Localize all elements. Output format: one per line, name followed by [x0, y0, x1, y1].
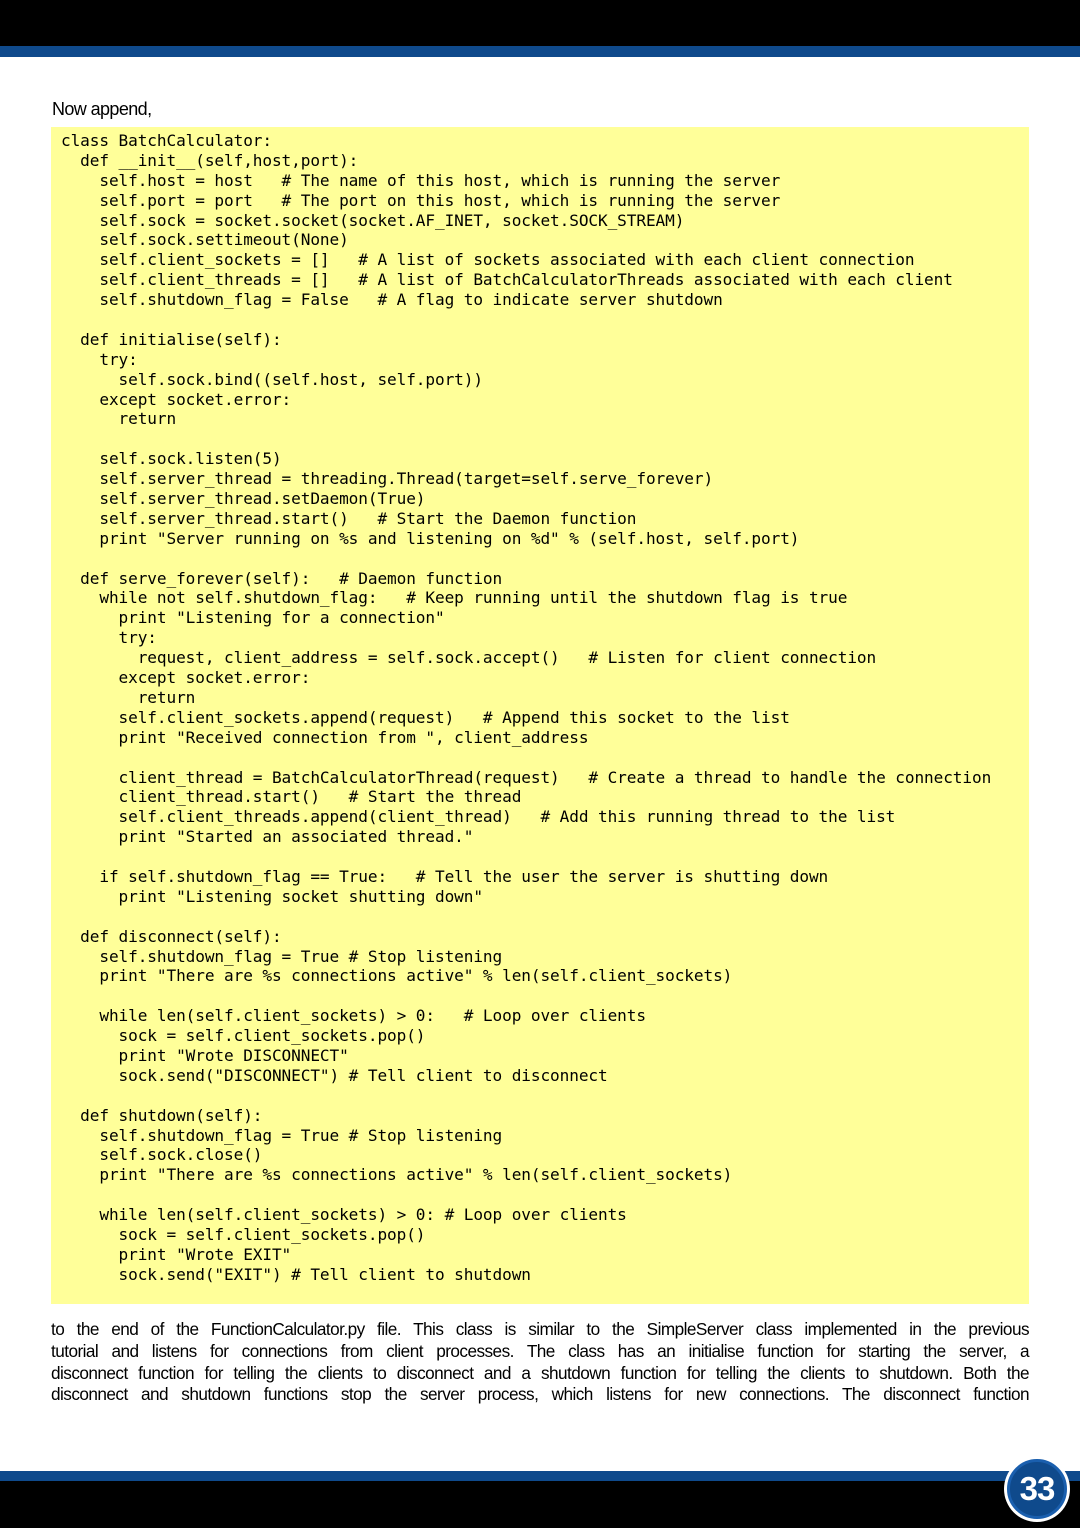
code-line: print "Listening for a connection" — [61, 608, 445, 628]
code-line: return — [61, 687, 196, 707]
code-line — [61, 847, 1029, 867]
footer-black-bar — [0, 1481, 1080, 1528]
code-line: self.client_sockets = [] # A list of sockets associated with each client connection — [61, 250, 915, 270]
code-line: request, client_address = self.sock.accept() # Listen for client connection — [61, 648, 877, 668]
code-line: self.sock.settimeout(None) — [61, 230, 349, 250]
code-line: def __init__(self,host,port): — [61, 150, 359, 170]
code-line: while len(self.client_sockets) > 0: # Loop over clients — [61, 1006, 646, 1026]
code-line: print "Server running on %s and listening on %d" % (self.host, self.port) — [61, 528, 800, 548]
code-line: self.shutdown_flag = True # Stop listening — [61, 946, 503, 966]
intro-text: Now append, — [52, 99, 152, 119]
code-line: def disconnect(self): — [61, 926, 282, 946]
code-line: sock.send("DISCONNECT") # Tell client to disconnect — [61, 1065, 608, 1085]
code-line: try: — [61, 349, 138, 369]
page-number: 33 — [1019, 1470, 1055, 1507]
code-line: self.server_thread.setDaemon(True) — [61, 489, 426, 509]
code-line: self.server_thread.start() # Start the Daemon function — [61, 508, 637, 528]
code-line: class BatchCalculator: — [61, 131, 272, 150]
code-line: def initialise(self): — [61, 329, 282, 349]
code-line: self.sock.close() — [61, 1145, 263, 1165]
code-line: self.shutdown_flag = False # A flag to indicate server shutdown — [61, 290, 723, 310]
body-text-line: disconnect and shutdown functions stop the server process, which listens for new connections. The disconnect function — [51, 1384, 1029, 1405]
code-line — [61, 986, 1029, 1006]
code-line: while not self.shutdown_flag: # Keep running until the shutdown flag is true — [61, 588, 848, 608]
code-line — [61, 748, 1029, 768]
code-line: self.sock = socket.socket(socket.AF_INET, socket.SOCK_STREAM) — [61, 210, 685, 230]
code-line — [61, 549, 1029, 569]
body-text-line: tutorial and listens for connections from client processes. The class has an initialise function for starting the server, a — [51, 1340, 1029, 1361]
code-line — [61, 1086, 1029, 1106]
body-text-line: to the end of the FunctionCalculator.py file. This class is similar to the SimpleServer class implemented in the previous — [51, 1319, 1029, 1339]
code-line: except socket.error: — [61, 668, 311, 688]
header-black-bar — [0, 0, 1080, 46]
code-line: try: — [61, 628, 157, 648]
code-line: if self.shutdown_flag == True: # Tell the user the server is shutting down — [61, 866, 829, 886]
code-line — [61, 310, 1029, 330]
code-line: print "Received connection from ", client_address — [61, 727, 589, 747]
code-line: self.client_threads = [] # A list of BatchCalculatorThreads associated with each client — [61, 270, 953, 290]
code-line: sock = self.client_sockets.pop() — [61, 1224, 426, 1244]
code-line: print "Wrote EXIT" — [61, 1244, 292, 1264]
code-line: self.client_threads.append(client_thread) # Add this running thread to the list — [61, 807, 896, 827]
code-line: self.client_sockets.append(request) # Append this socket to the list — [61, 707, 790, 727]
code-line: print "Started an associated thread." — [61, 827, 474, 847]
header-blue-stripe — [0, 46, 1080, 57]
code-line: except socket.error: — [61, 389, 292, 409]
code-line: client_thread = BatchCalculatorThread(request) # Create a thread to handle the connection — [61, 767, 992, 787]
code-line: return — [61, 409, 177, 429]
code-line: def serve_forever(self): # Daemon function — [61, 568, 503, 588]
code-line: self.port = port # The port on this host, which is running the server — [61, 190, 781, 210]
page-number-badge — [1004, 1456, 1070, 1522]
code-block — [51, 127, 1029, 1304]
code-line: def shutdown(self): — [61, 1105, 263, 1125]
code-line: self.shutdown_flag = True # Stop listening — [61, 1125, 503, 1145]
code-line — [61, 429, 1029, 449]
code-line: sock.send("EXIT") # Tell client to shutdown — [61, 1264, 531, 1284]
body-text-line: disconnect function for telling the clients to disconnect and a shutdown function for telling the clients to shutdown. Both the — [51, 1362, 1029, 1383]
code-line: while len(self.client_sockets) > 0: # Loop over clients — [61, 1205, 627, 1225]
code-line: print "Listening socket shutting down" — [61, 886, 483, 906]
code-line: sock = self.client_sockets.pop() — [61, 1026, 426, 1046]
code-line: client_thread.start() # Start the thread — [61, 787, 522, 807]
footer-blue-stripe — [0, 1471, 1080, 1481]
code-line: self.host = host # The name of this host, which is running the server — [61, 170, 781, 190]
body-paragraph — [51, 1319, 1029, 1406]
code-line: self.sock.listen(5) — [61, 449, 282, 469]
code-line — [61, 1185, 1029, 1205]
code-line: print "Wrote DISCONNECT" — [61, 1045, 349, 1065]
code-line: print "There are %s connections active" % len(self.client_sockets) — [61, 966, 733, 986]
code-line: print "There are %s connections active" % len(self.client_sockets) — [61, 1165, 733, 1185]
code-line: self.server_thread = threading.Thread(target=self.serve_forever) — [61, 469, 714, 489]
code-line: self.sock.bind((self.host, self.port)) — [61, 369, 483, 389]
code-line — [61, 907, 1029, 927]
page-number-circle — [1007, 1459, 1067, 1519]
